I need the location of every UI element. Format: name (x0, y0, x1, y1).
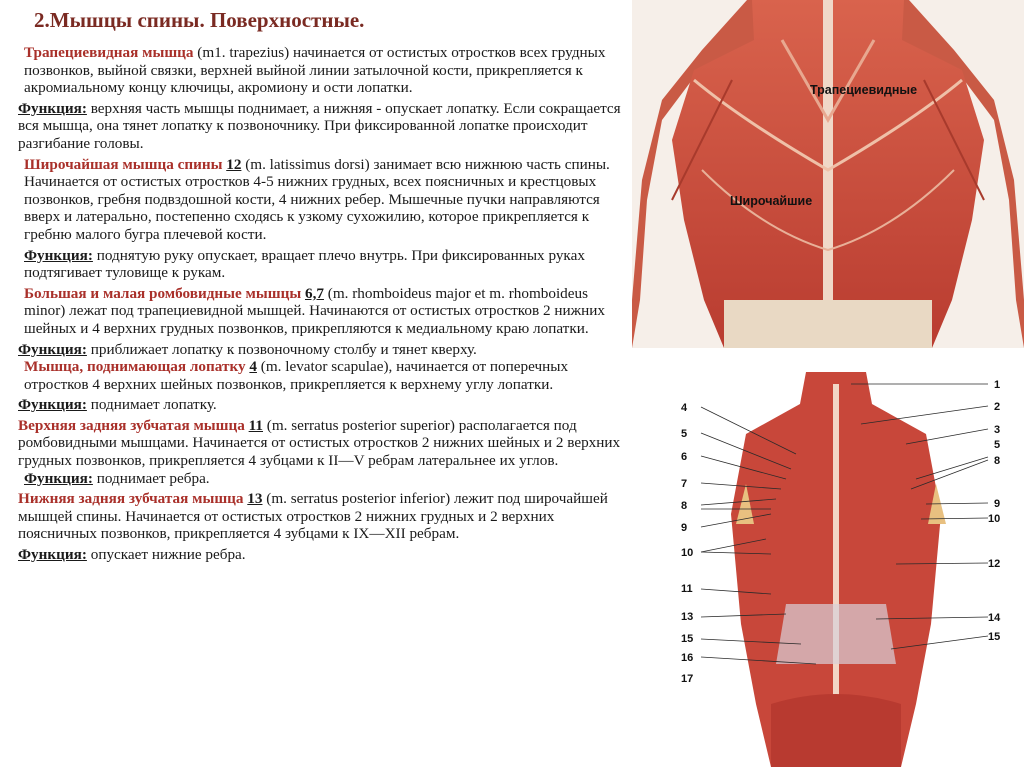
figure-number: 12 (226, 155, 242, 173)
diagram-number: 7 (681, 478, 688, 490)
latissimus-label: Широчайшие (730, 194, 813, 208)
muscle-name: Верхняя задняя зубчатая мышца (18, 416, 245, 434)
diagram-number: 9 (994, 498, 1001, 510)
figure-number: 4 (249, 358, 257, 376)
trapezius-function (18, 100, 633, 153)
function-label: Функция: (18, 99, 87, 117)
muscle-name: Нижняя задняя зубчатая мышца (18, 490, 244, 508)
paragraph-text: верхняя часть мышцы поднимает, а нижняя - опускает лопатку. Если сокращается вся мышца, она тянет лопатку к позвоночнику. При фиксированной лопатке происходит разгибание головы. (18, 99, 621, 152)
figure-number: 13 (247, 490, 263, 508)
paragraph-text: опускает нижние ребра. (86, 546, 246, 564)
diagram-number: 17 (681, 673, 694, 685)
paragraph-text: поднимает лопатку. (86, 396, 217, 414)
rhomboid-function (18, 341, 633, 359)
paragraph-text: (m. latissimus dorsi) занимает всю нижнюю часть спины. Начинается от остистых отростков 4-5 нижних грудных, всех поясничных и крестцовых позвонков, гребня подвздошной кости, 4 нижних ребер. Мышечные пучки направляются вверх и латерально, постепенно сходясь к узкому сухожилию, которое прикрепляется к гребню малого бугра плечевой кости. (24, 155, 610, 243)
text-column (18, 44, 633, 567)
function-label: Функция: (18, 546, 87, 564)
serratus-inferior-paragraph (18, 490, 633, 543)
trapezius-label: Трапециевидные (810, 83, 918, 97)
diagram-number: 10 (988, 513, 1001, 525)
serratus-inferior-function (18, 546, 633, 564)
function-label: Функция: (18, 340, 87, 358)
back-muscles-photo (632, 0, 1024, 348)
paragraph-text: (m. rhomboideus major et m. rhomboideus minor) лежат под трапециевидной мышцей. Начинаются от остистых отростков 2 нижних шейных и 4 верхних грудных позвонков, прикрепляются к медиальному краю лопатки. (24, 284, 605, 337)
levator-function (18, 396, 633, 414)
numbered-back-diagram (676, 364, 1024, 767)
function-label: Функция: (24, 246, 93, 264)
paragraph-text: (m. serratus posterior superior) располагается под ромбовидными мышцами. Начинается от остистых отростков 2 нижних шейных и 2 верхних грудных позвонков, прикрепляется 4 зубцами к II—V ребрам латеральнее их углов. (18, 416, 621, 470)
diagram-number: 15 (681, 633, 694, 645)
figure-number: 11 (248, 416, 263, 434)
trapezius-paragraph (18, 44, 633, 97)
diagram-number: 15 (988, 631, 1001, 643)
serratus-superior-function (18, 470, 633, 488)
diagram-number: 5 (681, 428, 688, 440)
diagram-number: 6 (681, 451, 688, 463)
diagram-left-numbers (681, 402, 693, 685)
latissimus-paragraph (18, 156, 633, 244)
paragraph-text: приближает лопатку к позвоночному столбу и тянет кверху. (86, 340, 477, 358)
diagram-number: 14 (988, 612, 1001, 624)
diagram-number: 8 (994, 455, 1001, 467)
diagram-number: 2 (994, 401, 1001, 413)
muscle-name: Трапециевидная мышца (24, 44, 194, 61)
diagram-number: 8 (681, 500, 688, 512)
diagram-number: 16 (681, 652, 694, 664)
diagram-number: 10 (681, 547, 694, 559)
paragraph-text: поднятую руку опускает, вращает плечо внутрь. При фиксированных руках подтягивает туловище к рукам. (24, 246, 585, 282)
diagram-number: 9 (681, 522, 688, 534)
latissimus-function (18, 247, 633, 282)
muscle-name: Широчайшая мышца спины (24, 155, 223, 173)
levator-paragraph (18, 358, 633, 393)
paragraph-text: (m1. trapezius) начинается от остистых отростков всех грудных позвонков, выйной связки, верхней выйной линии затылочной кости, прикрепляется к акромиальному концу ключицы, акромиону и ости лопатки. (24, 44, 606, 97)
diagram-number: 4 (681, 402, 688, 414)
diagram-number: 1 (994, 379, 1001, 391)
diagram-number: 3 (994, 424, 1001, 436)
function-label: Функция: (18, 396, 87, 414)
page-title: 2.Мышцы спины. Поверхностные. (34, 8, 365, 32)
paragraph-text: поднимает ребра. (92, 469, 210, 487)
muscle-name: Мышца, поднимающая лопатку (24, 358, 246, 376)
diagram-number: 13 (681, 611, 694, 623)
diagram-number: 5 (994, 439, 1001, 451)
muscle-name: Большая и малая ромбовидные мышцы (24, 284, 302, 302)
rhomboid-paragraph (18, 285, 633, 338)
diagram-number: 11 (681, 583, 693, 595)
diagram-right-numbers (988, 379, 1001, 643)
function-label: Функция: (24, 469, 93, 487)
diagram-number: 12 (988, 558, 1001, 570)
figure-number: 6,7 (304, 284, 324, 302)
paragraph-text: (m. levator scapulae), начинается от поперечных отростков 4 верхних шейных позвонков, прикрепляется к верхнему углу лопатки. (24, 358, 569, 393)
diagram-svg (676, 364, 1024, 767)
paragraph-text: (m. serratus posterior inferior) лежит под широчайшей мышцей спины. Начинается от остистых отростков 2 нижних грудных и 2 верхних поясничных позвонков, прикрепляется 4 зубцами к IX—XII ребрам. (18, 490, 608, 543)
serratus-superior-paragraph (18, 417, 633, 470)
back-muscles-illustration (632, 0, 1024, 348)
